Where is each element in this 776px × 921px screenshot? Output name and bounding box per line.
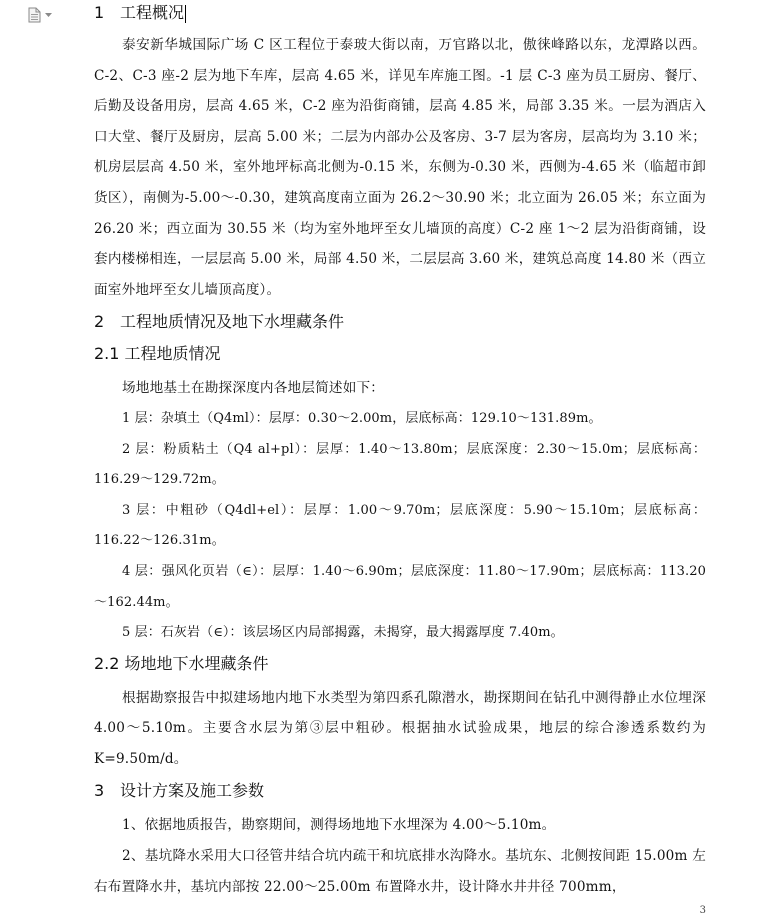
chevron-down-icon xyxy=(45,13,52,18)
section-heading-3 xyxy=(94,776,706,806)
section-heading-1 xyxy=(94,0,706,26)
subsection-heading-2-1: 2.1 工程地质情况 xyxy=(94,344,221,364)
layer-item: 2 层：粉质粘土（Q4 al+pl）：层厚：1.40～13.80m；层底深度：2.30～15.0m；层底标高：116.29～129.72m。 xyxy=(94,441,706,488)
section-number: 3 xyxy=(94,781,105,801)
section-heading-2 xyxy=(94,307,706,337)
layer-item: 3 层：中粗砂（Q4dl+el）：层厚：1.00～9.70m；层底深度：5.90～15.10m；层底标高：116.22～126.31m。 xyxy=(94,502,706,549)
document-menu[interactable] xyxy=(28,6,62,24)
page-number: 3 xyxy=(699,905,706,916)
groundwater-paragraph: 根据勘察报告中拟建场地内地下水类型为第四系孔隙潜水，勘探期间在钻孔中测得静止水位埋深 4.00～5.10m。主要含水层为第③层中粗砂。根据抽水试验成果，地层的综合渗透系数约为 K=9.50m/d。 xyxy=(94,689,706,767)
section-number: 2 xyxy=(94,312,105,332)
layer-item: 1 层：杂填土（Q4ml）：层厚：0.30～2.00m，层底标高：129.10～131.89m。 xyxy=(122,410,602,426)
section-title: 工程地质情况及地下水埋藏条件 xyxy=(120,312,345,332)
layer-item: 4 层：强风化页岩（∈）：层厚：1.40～6.90m；层底深度：11.80～17.90m；层底标高：113.20～162.44m。 xyxy=(94,563,706,610)
section-title: 工程概况 xyxy=(120,3,185,22)
design-item: 2、基坑降水采用大口径管井结合坑内疏干和坑底排水沟降水。基坑东、北侧按间距 15.00m 左右布置降水井，基坑内部按 22.00～25.00m 布置降水井，设计降水井井径 700mm， xyxy=(94,848,706,895)
section-number: 1 xyxy=(94,3,105,22)
geology-intro: 场地地基土在勘探深度内各地层简述如下： xyxy=(122,380,385,397)
subsection-heading-2-2: 2.2 场地地下水埋藏条件 xyxy=(94,653,269,673)
overview-paragraph: 泰安新华城国际广场 C 区工程位于泰玻大街以南，万官路以北，傲徕峰路以东，龙潭路以西。C-2、C-3 座-2 层为地下车库，层高 4.65 米，详见车库施工图。-1 层 C-3 座为员工厨房、餐厅、后勤及设备用房，层高 4.65 米，C-2 座为沿街商铺，层高 4.85 米，局部 3.35 米。一层为酒店入口大堂、餐厅及厨房，层高 5.00 米；二层为内部办公及客房、3-7 层为客房，层高均为 3.10 米；机房层层高 4.50 米，室外地坪标高北侧为-0.15 米，东侧为-0.30 米，西侧为-4.65 米（临超市卸货区），南侧为-5.00～-0.30，建筑高度南立面为 26.2～30.90 米；北立面为 26.05 米；东立面为 26.20 米；西立面为 30.55 米（均为室外地坪至女儿墙顶的高度）C-2 座 1～2 层为沿街商铺，设套内楼梯相连，一层层高 5.00 米，局部 4.50 米，二层层高 3.60 米，建筑总高度 14.80 米（西立面室外地坪至女儿墙顶高度）。 xyxy=(94,37,706,298)
document-body[interactable] xyxy=(94,0,706,902)
document-icon xyxy=(28,7,41,23)
section-title: 设计方案及施工参数 xyxy=(120,781,265,801)
text-cursor xyxy=(185,5,186,23)
layer-item: 5 层：石灰岩（∈）：该层场区内局部揭露，未揭穿，最大揭露厚度 7.40m。 xyxy=(122,625,564,641)
design-item: 1、依据地质报告，勘察期间，测得场地地下水埋深为 4.00～5.10m。 xyxy=(122,817,556,834)
